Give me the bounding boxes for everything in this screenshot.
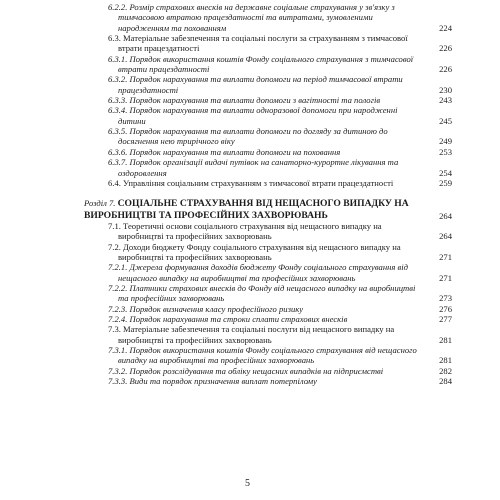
toc-entry-page: 264 [439,231,452,242]
toc-entry-title: 6.3.5. Порядок нарахування та виплати допомоги по догляду за дитиною до досягнення нею трирічного віку [108,126,388,147]
toc-section-heading [84,198,452,221]
toc-entry-page: 259 [439,177,452,188]
toc-entry [108,146,452,157]
toc-entry-page: 243 [439,95,452,106]
toc-entry-title: 7.3.3. Види та порядок призначення виплат потерпілому [108,376,317,387]
toc-entry-title: 7.3.2. Порядок розслідування та обліку нещасних випадків на підприємстві [108,365,384,376]
toc-entry-page: 230 [439,84,452,95]
toc-entry-title: 6.3.2. Порядок нарахування та виплати допомоги на період тимчасової втрати працездатності [108,74,403,95]
toc-entry-title: 7.2.2. Платники страхових внесків до Фонду від нещасного випадку на виробництві та професійних захворювань [108,282,416,304]
toc-entry-title: 6.3.7. Порядок організації видачі путівок на санаторно-курортне лікування та оздоровлення [108,157,399,178]
toc-entry [108,324,452,345]
table-of-contents [84,2,452,387]
toc-entry [108,313,452,324]
toc-entry [108,262,452,283]
toc-entry-page: 271 [439,251,452,262]
toc-entry-title: 6.3. Матеріальне забезпечення та соціальні послуги за страхуванням з тимчасової втрати працездатності [108,33,408,54]
toc-entry [108,95,452,106]
toc-entry-title: 7.2.3. Порядок визначення класу професійного ризику [108,303,304,314]
section-page-number: 264 [439,210,452,221]
toc-entry-page: 253 [439,146,452,157]
toc-entry-title: 7.2.4. Порядок нарахування та строки сплати страхових внесків [108,313,348,324]
toc-entry-page: 282 [439,365,452,376]
toc-entry [108,74,452,95]
toc-entry [108,2,452,33]
section-label: Розділ 7. [84,198,116,209]
toc-entry [108,345,452,366]
toc-entry [108,241,452,263]
toc-entry-title: 7.1. Теоретичні основи соціального страхування від нещасного випадку на виробництві та професійних захворювань [108,220,382,242]
toc-entry [108,220,452,242]
toc-entry [108,157,452,178]
page-number: 5 [245,478,250,489]
toc-entry-page: 284 [439,376,452,387]
toc-entry-page: 271 [439,272,452,283]
toc-entry-title: 7.2. Доходи бюджету Фонду соціального страхування від нещасного випадку на виробництві та професійних захворювань [108,241,401,262]
toc-entry-title: 6.3.1. Порядок використання коштів Фонду соціального страхування з тимчасової втрати працездатності [108,53,414,75]
toc-entry-page: 254 [439,167,452,178]
toc-entry [108,365,452,376]
toc-entry-page: 276 [439,303,452,314]
toc-list-chapter-6 [108,2,452,188]
toc-entry [108,282,452,304]
toc-entry-page: 226 [439,43,452,54]
toc-entry [108,33,452,54]
toc-entry-page: 249 [439,136,452,147]
toc-entry [108,53,452,75]
toc-entry [108,126,452,147]
toc-entry [108,105,452,126]
toc-entry-page: 224 [439,22,452,33]
toc-entry-title: 6.3.4. Порядок нарахування та виплати одноразової допомоги при народженні дитини [108,105,398,126]
toc-entry [108,376,452,387]
toc-list-chapter-7 [108,220,452,387]
toc-entry-page: 245 [439,115,452,126]
toc-entry-title: 7.2.1. Джерела формування доходів бюджету Фонду соціального страхування від нещасного випадку на виробництві та професійних захворювань [108,262,408,283]
toc-entry-title: 6.3.6. Порядок нарахування та виплати допомоги на поховання [108,146,341,157]
toc-entry-title: 6.2.2. Розмір страхових внесків на державне соціальне страхування у зв'язку з тимчасовою втратою працездатності та витратами, зумовленими народженням та похованням [108,2,395,33]
section-title: СОЦІАЛЬНЕ СТРАХУВАННЯ ВІД НЕЩАСНОГО ВИПАДКУ НА ВИРОБНИЦТВІ ТА ПРОФЕСІЙНИХ ЗАХВОРЮВАНЬ [84,198,409,221]
toc-entry-page: 281 [439,355,452,366]
toc-entry-title: 7.3. Матеріальне забезпечення та соціальні послуги від нещасного випадку на виробництві та професійних захворювань [108,324,395,345]
toc-entry-page: 281 [439,334,452,345]
toc-entry-page: 273 [439,293,452,304]
toc-entry-title: 6.3.3. Порядок нарахування та виплати допомоги з вагітності та пологів [108,95,381,106]
toc-entry-title: 7.3.1. Порядок використання коштів Фонду соціального страхування від нещасного випадку на виробництві та професійних захворювань [108,345,417,366]
toc-entry [108,303,452,314]
toc-entry-page: 277 [439,313,452,324]
toc-entry-page: 226 [439,64,452,75]
toc-entry-title: 6.4. Управління соціальним страхуванням з тимчасової втрати працездатності [108,177,394,188]
toc-entry [108,177,452,188]
